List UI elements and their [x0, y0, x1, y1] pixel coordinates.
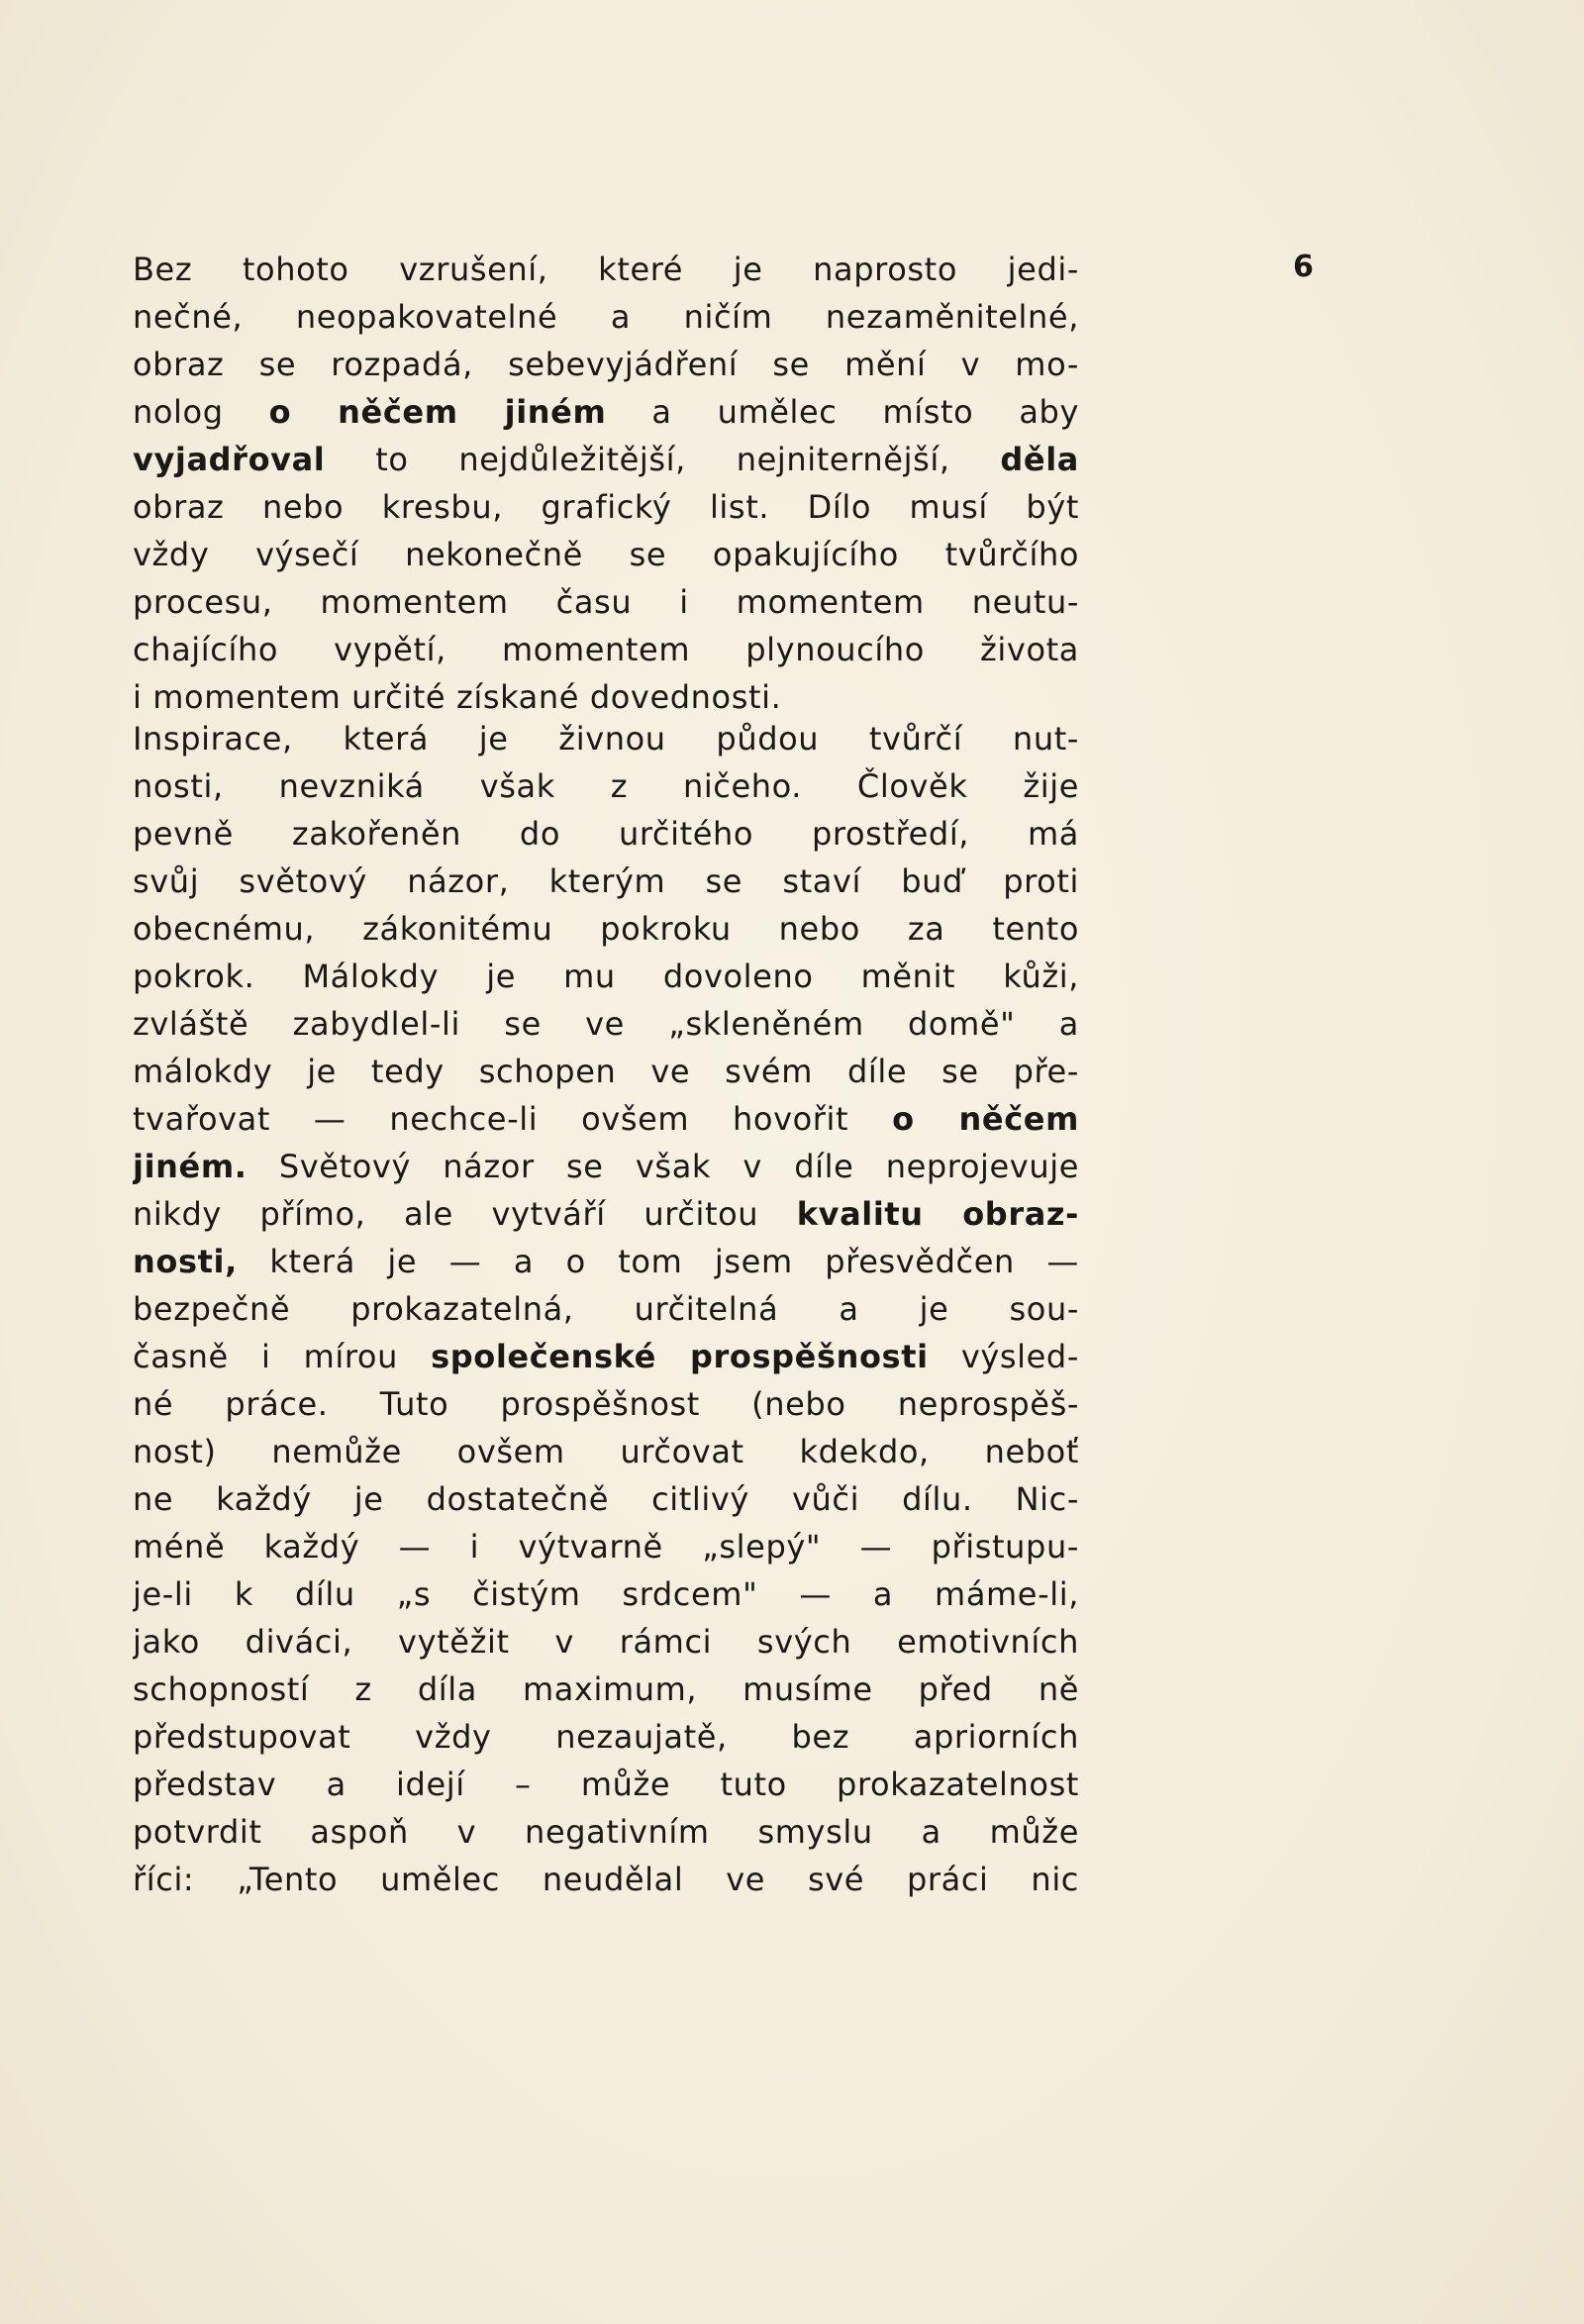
text-line — [133, 1333, 1079, 1380]
text-run: ne každý je dostatečně citlivý vůči dílu. Nic- — [133, 1480, 1079, 1518]
text-run: obraz se rozpadá, sebevyjádření se mění v mo- — [133, 346, 1079, 383]
text-line — [133, 1713, 1079, 1761]
text-run: je-li k dílu „s čistým srdcem" — a máme-li, — [133, 1575, 1079, 1613]
text-line — [133, 1238, 1079, 1285]
text-line — [133, 1095, 1079, 1143]
text-run: zvláště zabydlel-li se ve „skleněném domě" a — [133, 1005, 1079, 1043]
text-line — [133, 1380, 1079, 1428]
text-line — [133, 246, 1079, 293]
emphasized-text: společenské prospěšnosti — [431, 1338, 929, 1375]
text-line — [133, 483, 1079, 531]
text-run: jako diváci, vytěžit v rámci svých emotivních — [133, 1623, 1079, 1661]
emphasized-text: o něčem — [892, 1100, 1079, 1138]
text-line — [133, 1143, 1079, 1190]
text-line — [133, 1666, 1079, 1713]
text-line — [133, 1000, 1079, 1048]
emphasized-text: děla — [1000, 441, 1079, 478]
text-line — [133, 953, 1079, 1000]
text-run: méně každý — i výtvarně „slepý" — přistupu- — [133, 1528, 1079, 1566]
text-line — [133, 1285, 1079, 1333]
text-run: málokdy je tedy schopen ve svém díle se pře- — [133, 1053, 1079, 1090]
text-line — [133, 1618, 1079, 1666]
text-run: která je — a o tom jsem přesvědčen — — [237, 1243, 1079, 1280]
text-run: nolog — [133, 393, 269, 431]
text-run: Bez tohoto vzrušení, které je naprosto jedi- — [133, 251, 1079, 288]
text-run: né práce. Tuto prospěšnost (nebo neprospěš- — [133, 1385, 1079, 1423]
text-run: nosti, nevzniká však z ničeho. Člověk žije — [133, 767, 1079, 805]
text-run: schopností z díla maximum, musíme před ně — [133, 1670, 1079, 1708]
text-run: potvrdit aspoň v negativním smyslu a může — [133, 1813, 1079, 1851]
emphasized-text: o něčem jiném — [268, 393, 607, 431]
text-line — [133, 1761, 1079, 1808]
text-run: bezpečně prokazatelná, určitelná a je sou- — [133, 1290, 1079, 1328]
text-run: a umělec místo aby — [606, 393, 1079, 431]
emphasized-text: jiném. — [133, 1148, 248, 1185]
text-run: nečné, neopakovatelné a ničím nezaměnitelné, — [133, 298, 1079, 336]
text-line — [133, 388, 1079, 436]
text-line — [133, 810, 1079, 858]
emphasized-text: vyjadřoval — [133, 441, 326, 478]
text-line — [133, 858, 1079, 905]
text-line — [133, 715, 1079, 762]
paragraph — [133, 715, 1079, 1903]
text-run: chajícího vypětí, momentem plynoucího života — [133, 631, 1079, 668]
text-line — [133, 578, 1079, 626]
text-run: říci: „Tento umělec neudělal ve své práci nic — [133, 1861, 1079, 1898]
text-line — [133, 531, 1079, 578]
text-line — [133, 1428, 1079, 1475]
text-run: pokrok. Málokdy je mu dovoleno měnit kůži, — [133, 958, 1079, 995]
text-run: nost) nemůže ovšem určovat kdekdo, neboť — [133, 1433, 1079, 1470]
text-line — [133, 905, 1079, 953]
emphasized-text: nosti, — [133, 1243, 238, 1280]
text-line — [133, 436, 1079, 483]
emphasized-text: kvalitu obraz- — [796, 1195, 1079, 1233]
text-run: Inspirace, která je živnou půdou tvůrčí nut- — [133, 720, 1079, 758]
text-line — [133, 293, 1079, 341]
paragraph — [133, 246, 1079, 721]
text-line — [133, 1570, 1079, 1618]
text-run: vždy výsečí nekonečně se opakujícího tvůrčího — [133, 536, 1079, 573]
text-line — [133, 1048, 1079, 1095]
text-line — [133, 1475, 1079, 1523]
text-line — [133, 341, 1079, 388]
text-run: časně i mírou — [133, 1338, 432, 1375]
text-run: nikdy přímo, ale vytváří určitou — [133, 1195, 797, 1233]
text-line — [133, 626, 1079, 673]
text-run: tvařovat — nechce-li ovšem hovořit — [133, 1100, 893, 1138]
text-line — [133, 762, 1079, 810]
text-line — [133, 1190, 1079, 1238]
page-number: 6 — [1293, 250, 1314, 284]
text-run: výsled- — [928, 1338, 1079, 1375]
text-line — [133, 673, 1079, 721]
text-line — [133, 1856, 1079, 1903]
text-run: pevně zakořeněn do určitého prostředí, má — [133, 815, 1079, 853]
text-run: i momentem určité získané dovednosti. — [133, 678, 782, 716]
text-run: představ a idejí – může tuto prokazatelnost — [133, 1766, 1079, 1803]
text-run: svůj světový názor, kterým se staví buď proti — [133, 862, 1079, 900]
text-run: Světový názor se však v díle neprojevuje — [247, 1148, 1079, 1185]
text-run: to nejdůležitější, nejniternější, — [325, 441, 1001, 478]
text-run: obraz nebo kresbu, grafický list. Dílo musí být — [133, 488, 1079, 526]
text-run: předstupovat vždy nezaujatě, bez apriorních — [133, 1718, 1079, 1756]
text-line — [133, 1523, 1079, 1570]
text-run: obecnému, zákonitému pokroku nebo za tento — [133, 910, 1079, 948]
text-line — [133, 1808, 1079, 1856]
text-run: procesu, momentem času i momentem neutu- — [133, 583, 1079, 621]
